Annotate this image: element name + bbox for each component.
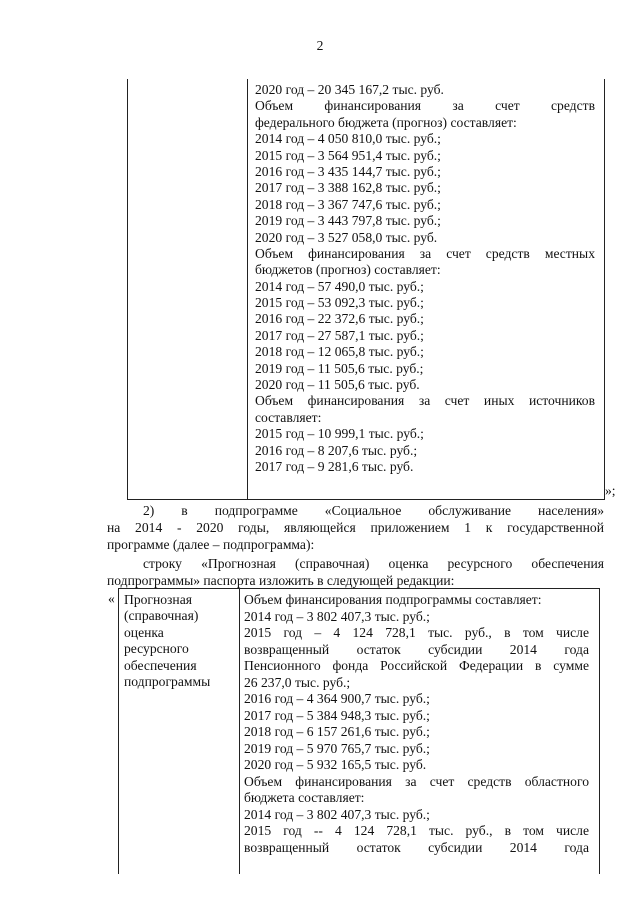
text-line: бюджетов (прогноз) составляет: [255,262,441,278]
text-line: 2017 год – 5 384 948,3 тыс. руб.; [244,707,430,723]
text-line: 2018 год – 12 065,8 тыс. руб.; [255,344,424,360]
text-line: ресурсного [124,641,189,657]
instruction-paragraph [107,556,604,590]
table-column-divider [247,79,248,499]
text-line: 2018 год – 3 367 747,6 тыс. руб.; [255,196,441,212]
text-line: программе (далее – подпрограмма): [107,537,315,552]
text-line: 2017 год – 27 587,1 тыс. руб.; [255,327,424,343]
text-line: строку «Прогнозная (справочная) оценка ресурсного обеспечения [143,556,604,571]
text-line: Объем финансирования за счет иных источников [255,393,595,409]
amendment-paragraph [107,503,604,554]
text-line: 2016 год – 8 207,6 тыс. руб.; [255,442,418,458]
row-content-cell [244,592,589,856]
page-number: 2 [316,38,324,53]
text-line: 2017 год – 3 388 162,8 тыс. руб.; [255,180,441,196]
text-line: 2020 год – 20 345 167,2 тыс. руб. [255,82,444,97]
text-line: 2019 год – 5 970 765,7 тыс. руб.; [244,740,430,756]
text-line: 2014 год – 4 050 810,0 тыс. руб.; [255,131,441,147]
text-line: 2020 год – 11 505,6 тыс. руб. [255,377,420,393]
financing-table-continued [127,79,605,500]
text-line: 2018 год – 6 157 261,6 тыс. руб.; [244,724,430,739]
text-line: 2014 год – 3 802 407,3 тыс. руб.; [244,608,430,624]
text-line: 2015 год -- 4 124 728,1 тыс. руб., в том числе [244,823,589,838]
text-line: 2016 год – 4 364 900,7 тыс. руб.; [244,691,430,706]
text-line: 2016 год – 22 372,6 тыс. руб.; [255,311,424,327]
open-quote: « [108,591,115,606]
text-line: Объем финансирования за счет средств областного [244,773,589,789]
text-line: 2015 год – 10 999,1 тыс. руб.; [255,426,424,442]
text-line: составляет: [255,409,322,425]
text-line: 2015 год – 3 564 951,4 тыс. руб.; [255,147,441,163]
text-line: 2016 год – 3 435 144,7 тыс. руб.; [255,163,441,179]
text-line: Пенсионного фонда Российской Федерации в сумме [244,658,589,673]
text-line: бюджета составляет: [244,790,365,805]
table-column-divider [239,589,240,874]
text-line: 2019 год – 3 443 797,8 тыс. руб.; [255,213,441,229]
table-right-border [604,79,605,499]
text-line: 2020 год – 3 527 058,0 тыс. руб. [255,229,438,245]
text-line: 2) в подпрограмме «Социальное обслуживание населения» [143,503,604,518]
text-line: возвращенный остаток субсидии 2014 года [244,641,589,657]
closing-quote: »; [605,483,616,498]
text-line: Объем финансирования за счет средств местных [255,245,595,261]
resource-estimate-table [118,588,600,874]
text-line: 26 237,0 тыс. руб.; [244,674,351,690]
text-line: на 2014 - 2020 годы, являющейся приложением 1 к государственной [107,520,604,535]
text-line: 2019 год – 11 505,6 тыс. руб.; [255,360,424,376]
text-line: федерального бюджета (прогноз) составляет: [255,114,517,130]
text-line: подпрограммы» паспорта изложить в следующей редакции: [107,573,455,588]
financing-text-cell [255,82,595,475]
text-line: 2017 год – 9 281,6 тыс. руб. [255,458,414,474]
text-line: (справочная) [124,608,199,624]
text-line: возвращенный остаток субсидии 2014 года [244,839,589,855]
text-line: Объем финансирования подпрограммы составляет: [244,592,542,607]
text-line: обеспечения [124,657,197,673]
text-line: Объем финансирования за счет средств [255,98,595,114]
text-line: 2014 год – 3 802 407,3 тыс. руб.; [244,806,430,822]
text-line: 2015 год – 53 092,3 тыс. руб.; [255,295,424,311]
text-line: 2014 год – 57 490,0 тыс. руб.; [255,278,424,294]
text-line: оценка [124,624,164,640]
text-line: 2020 год – 5 932 165,5 тыс. руб. [244,757,427,772]
text-line: Прогнозная [124,592,192,607]
text-line: 2015 год – 4 124 728,1 тыс. руб., в том числе [244,625,589,640]
row-header-cell [124,592,234,690]
text-line: подпрограммы [124,673,211,689]
